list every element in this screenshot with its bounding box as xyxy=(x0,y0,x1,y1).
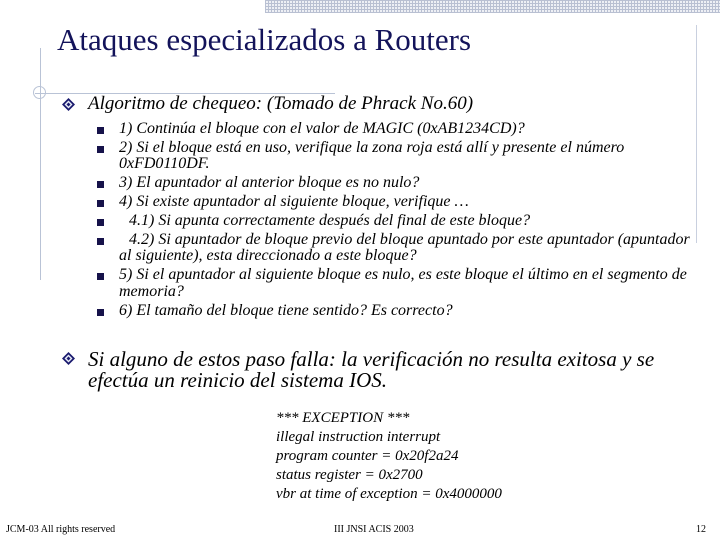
header-pattern xyxy=(265,0,720,13)
check-list xyxy=(97,121,697,322)
exception-line: status register = 0x2700 xyxy=(276,467,423,483)
list-item xyxy=(97,303,697,320)
section-heading-algorithm: Algoritmo de chequeo: (Tomado de Phrack No.60) xyxy=(88,93,474,114)
list-item xyxy=(97,121,697,138)
exception-line: program counter = 0x20f2a24 xyxy=(276,448,459,464)
exception-line: illegal instruction interrupt xyxy=(276,429,441,445)
list-item-text: 4.1) Si apunta correctamente después del final de este bloque? xyxy=(129,212,531,230)
exception-line: vbr at time of exception = 0x4000000 xyxy=(276,486,502,502)
list-item xyxy=(97,175,697,192)
list-item xyxy=(97,267,697,300)
list-item-text: 1) Continúa el bloque con el valor de MAGIC (0xAB1234CD)? xyxy=(119,120,525,137)
rule-circle xyxy=(33,86,46,99)
square-bullet-icon xyxy=(97,273,104,280)
list-item-text: 4.2) Si apuntador de bloque previo del bloque apuntado por este apuntador (apuntador al siguiente), esta direccionado a este bloque? xyxy=(119,230,690,265)
list-item xyxy=(97,140,697,173)
footer-copyright: JCM-03 All rights reserved xyxy=(6,524,116,535)
square-bullet-icon xyxy=(97,146,104,153)
page-number: 12 xyxy=(696,524,706,535)
square-bullet-icon xyxy=(97,219,104,226)
section-heading-failure: Si alguno de estos paso falla: la verificación no resulta exitosa y se efectúa un reinicio del sistema IOS. xyxy=(88,347,655,392)
list-item xyxy=(97,232,697,265)
diamond-icon xyxy=(62,352,75,365)
list-item-text: 2) Si el bloque está en uso, verifique la zona roja está allí y presente el número 0xFD0110DF. xyxy=(119,138,625,173)
list-item-text: 6) El tamaño del bloque tiene sentido? Es correcto? xyxy=(119,301,453,319)
square-bullet-icon xyxy=(97,200,104,207)
square-bullet-icon xyxy=(97,127,104,134)
square-bullet-icon xyxy=(97,309,104,316)
vertical-rule xyxy=(40,48,41,280)
exception-block xyxy=(276,409,502,504)
list-item xyxy=(97,194,697,211)
exception-line: *** EXCEPTION *** xyxy=(276,410,410,426)
diamond-icon xyxy=(62,98,75,111)
square-bullet-icon xyxy=(97,238,104,245)
square-bullet-icon xyxy=(97,181,104,188)
list-item-text: 4) Si existe apuntador al siguiente bloque, verifique … xyxy=(119,193,469,211)
list-item-text: 3) El apuntador al anterior bloque es no nulo? xyxy=(119,174,420,192)
list-item-text: 5) Si el apuntador al siguiente bloque es nulo, es este bloque el último en el segmento de memoria? xyxy=(119,266,687,300)
list-item xyxy=(97,213,697,230)
slide-title: Ataques especializados a Routers xyxy=(57,22,472,57)
footer-event: III JNSI ACIS 2003 xyxy=(334,524,414,535)
